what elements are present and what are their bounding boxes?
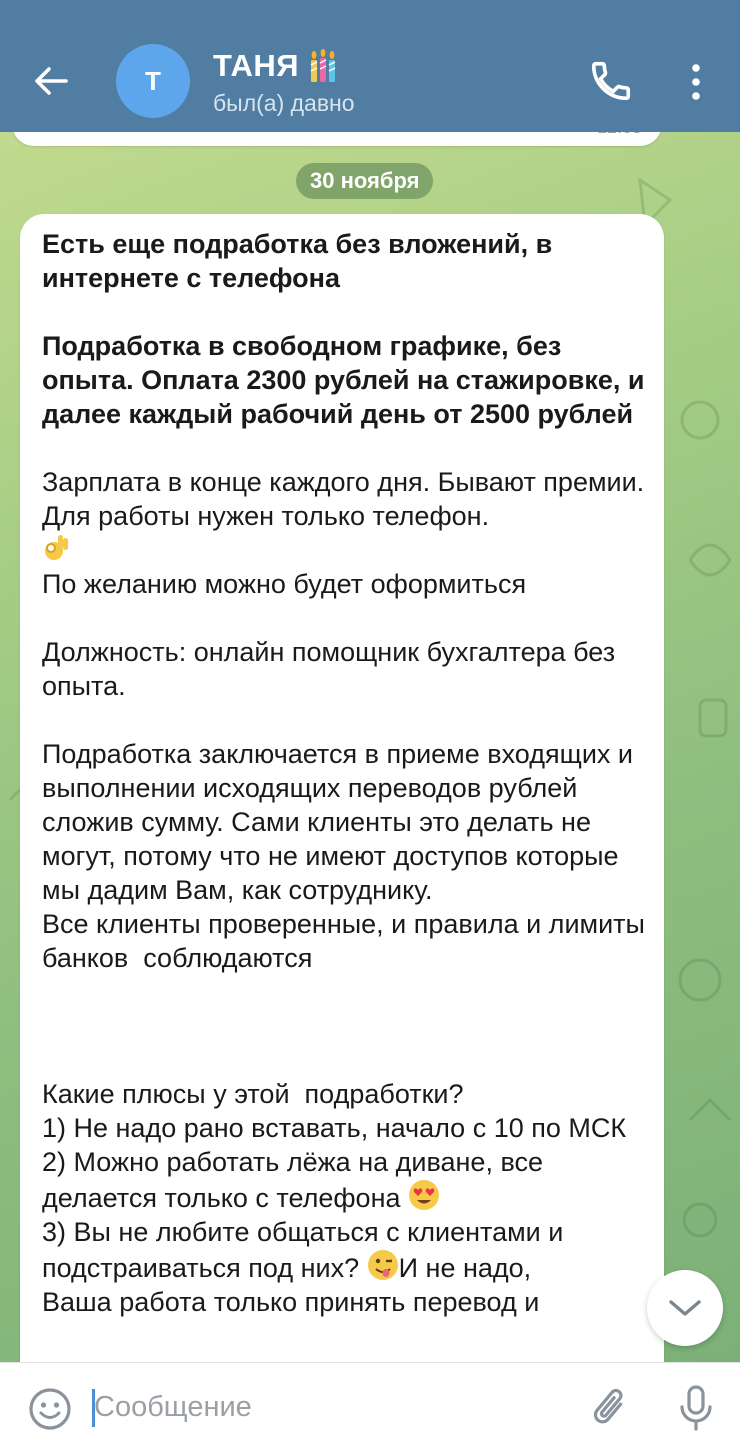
message-text [42,227,652,1319]
message-paragraph-4: Должность: онлайн помощник бухгалтера без опыта. [42,637,623,701]
chevron-down-icon [668,1298,702,1318]
microphone-icon [676,1383,716,1433]
winking-tongue-emoji-icon [367,1249,399,1281]
last-seen-status: был(а) давно [213,90,355,116]
more-options-button[interactable] [680,62,712,102]
voice-record-button[interactable] [676,1383,716,1433]
contact-name[interactable] [213,48,343,84]
heart-eyes-emoji-icon [408,1179,440,1211]
message-paragraph-3b: По желанию можно будет оформиться [42,569,527,599]
chat-header [0,0,740,132]
scroll-to-bottom-button[interactable] [647,1270,723,1346]
avatar[interactable]: Т [116,44,190,118]
call-button[interactable] [588,58,634,104]
message-paragraph-7: 3) Вы не любите общаться с клиентами и подстраиваться под них? [42,1217,571,1283]
message-paragraph-8: Ваша работа только принять перевод и [42,1287,540,1317]
arrow-left-icon [34,66,68,96]
phone-icon [588,58,634,104]
smiley-icon [28,1387,72,1431]
message-input[interactable] [94,1385,574,1429]
birthday-candles-icon [307,48,343,84]
message-paragraph-7b: И не надо, [398,1253,532,1283]
ok-hand-emoji-icon [42,533,72,563]
paperclip-icon [588,1385,634,1431]
message-paragraph-1: Есть еще подработка без вложений, в интернете с телефона [42,229,560,293]
message-composer [0,1362,740,1451]
message-bubble[interactable] [20,214,664,1414]
message-paragraph-5: Подработка заключается в приеме входящих и выполнении исходящих переводов рублей сложив сумму. Сами клиенты это делать не могут, потому что не имеют доступов которые мы дадим Вам, как сотруднику. Все клиенты проверенные, и правила и лимиты банков соблюдаются [42,739,645,973]
message-paragraph-2: Подработка в свободном графике, без опыта. Оплата 2300 рублей на стажировке, и далее каждый рабочий день от 2500 рублей [42,331,653,429]
emoji-button[interactable] [28,1387,72,1431]
attach-button[interactable] [588,1385,634,1431]
contact-name-text: ТАНЯ [213,48,300,83]
more-vertical-icon [680,62,712,102]
date-separator: 30 ноября [296,163,433,199]
back-button[interactable] [26,56,76,106]
message-paragraph-3: Зарплата в конце каждого дня. Бывают премии. Для работы нужен только телефон. [42,467,652,531]
message-paragraph-6: Какие плюсы у этой подработки? 1) Не надо рано вставать, начало с 10 по МСК 2) Можно работать лёжа на диване, все делается только с телефона [42,1079,627,1213]
